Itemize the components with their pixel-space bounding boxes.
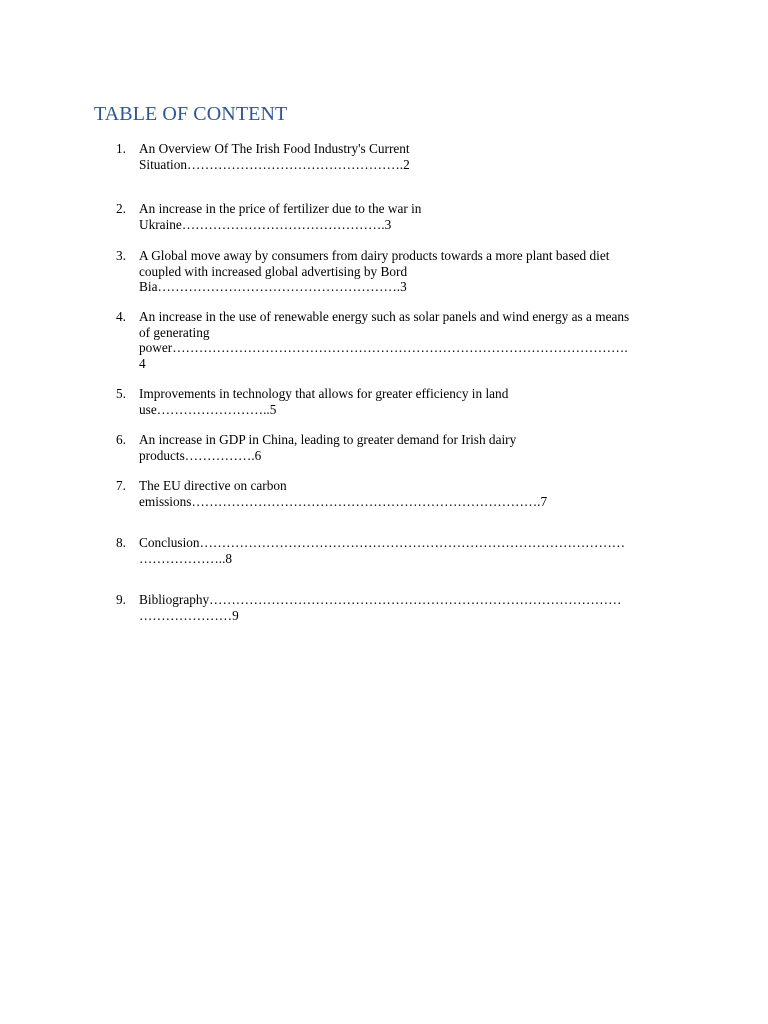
toc-entry-text bbox=[139, 478, 686, 509]
toc-entry-text bbox=[139, 386, 686, 417]
toc-entry-line: Bia……………………………………………….3 bbox=[139, 279, 407, 295]
toc-entry-1 bbox=[116, 141, 686, 172]
toc-entry-text bbox=[139, 201, 686, 232]
toc-entry-line: The EU directive on carbon bbox=[139, 478, 287, 493]
toc-entry-number: 2. bbox=[116, 201, 126, 216]
toc-entry-line: Conclusion…………………………………………………………………………………… bbox=[139, 535, 626, 550]
toc-entry-number: 5. bbox=[116, 386, 126, 401]
toc-entry-text bbox=[139, 248, 686, 295]
toc-entry-text bbox=[139, 432, 686, 463]
toc-entry-number: 3. bbox=[116, 248, 126, 263]
toc-entry-number: 1. bbox=[116, 141, 126, 156]
toc-entry-line: power…………………………………………………………………………………………. bbox=[139, 340, 628, 356]
toc-entry-text bbox=[139, 535, 686, 566]
toc-entry-3 bbox=[116, 248, 686, 295]
toc-entry-text bbox=[139, 309, 686, 371]
toc-entry-8 bbox=[116, 535, 686, 566]
toc-entry-line: …………………9 bbox=[139, 607, 239, 623]
toc-entry-2 bbox=[116, 201, 686, 232]
toc-entry-9 bbox=[116, 592, 686, 623]
toc-entry-line: use……………………..5 bbox=[139, 401, 277, 417]
toc-entry-text bbox=[139, 141, 686, 172]
toc-entry-line: products…………….6 bbox=[139, 447, 262, 463]
toc-entry-text bbox=[139, 592, 686, 623]
toc-entry-line: coupled with increased global advertising by Bord bbox=[139, 263, 408, 279]
toc-entry-line: An increase in GDP in China, leading to greater demand for Irish dairy bbox=[139, 432, 517, 447]
toc-entry-number: 9. bbox=[116, 592, 126, 607]
toc-entry-number: 4. bbox=[116, 309, 126, 324]
toc-entry-number: 7. bbox=[116, 478, 126, 493]
toc-title: TABLE OF CONTENT bbox=[94, 103, 288, 125]
toc-entry-line: A Global move away by consumers from dairy products towards a more plant based diet bbox=[139, 248, 610, 263]
toc-entry-line: of generating bbox=[139, 324, 210, 340]
toc-entry-line: An increase in the use of renewable energy such as solar panels and wind energy as a means bbox=[139, 309, 630, 324]
toc-entry-line: emissions…………………………………………………………………….7 bbox=[139, 493, 548, 509]
toc-entry-line: Improvements in technology that allows for greater efficiency in land bbox=[139, 386, 509, 401]
toc-entry-7 bbox=[116, 478, 686, 509]
toc-entry-line: Ukraine……………………………………….3 bbox=[139, 216, 392, 232]
toc-entry-number: 8. bbox=[116, 535, 126, 550]
toc-entry-number: 6. bbox=[116, 432, 126, 447]
toc-entry-4 bbox=[116, 309, 686, 371]
toc-entry-5 bbox=[116, 386, 686, 417]
toc-entry-line: Bibliography………………………………………………………………………………… bbox=[139, 592, 622, 607]
toc-entry-line: Situation………………………………………….2 bbox=[139, 156, 410, 172]
toc-entry-line: An increase in the price of fertilizer due to the war in bbox=[139, 201, 422, 216]
toc-entry-line: An Overview Of The Irish Food Industry's Current bbox=[139, 141, 410, 156]
toc-entry-line: 4 bbox=[139, 355, 146, 371]
toc-entry-line: ………………..8 bbox=[139, 550, 233, 566]
toc-entry-6 bbox=[116, 432, 686, 463]
